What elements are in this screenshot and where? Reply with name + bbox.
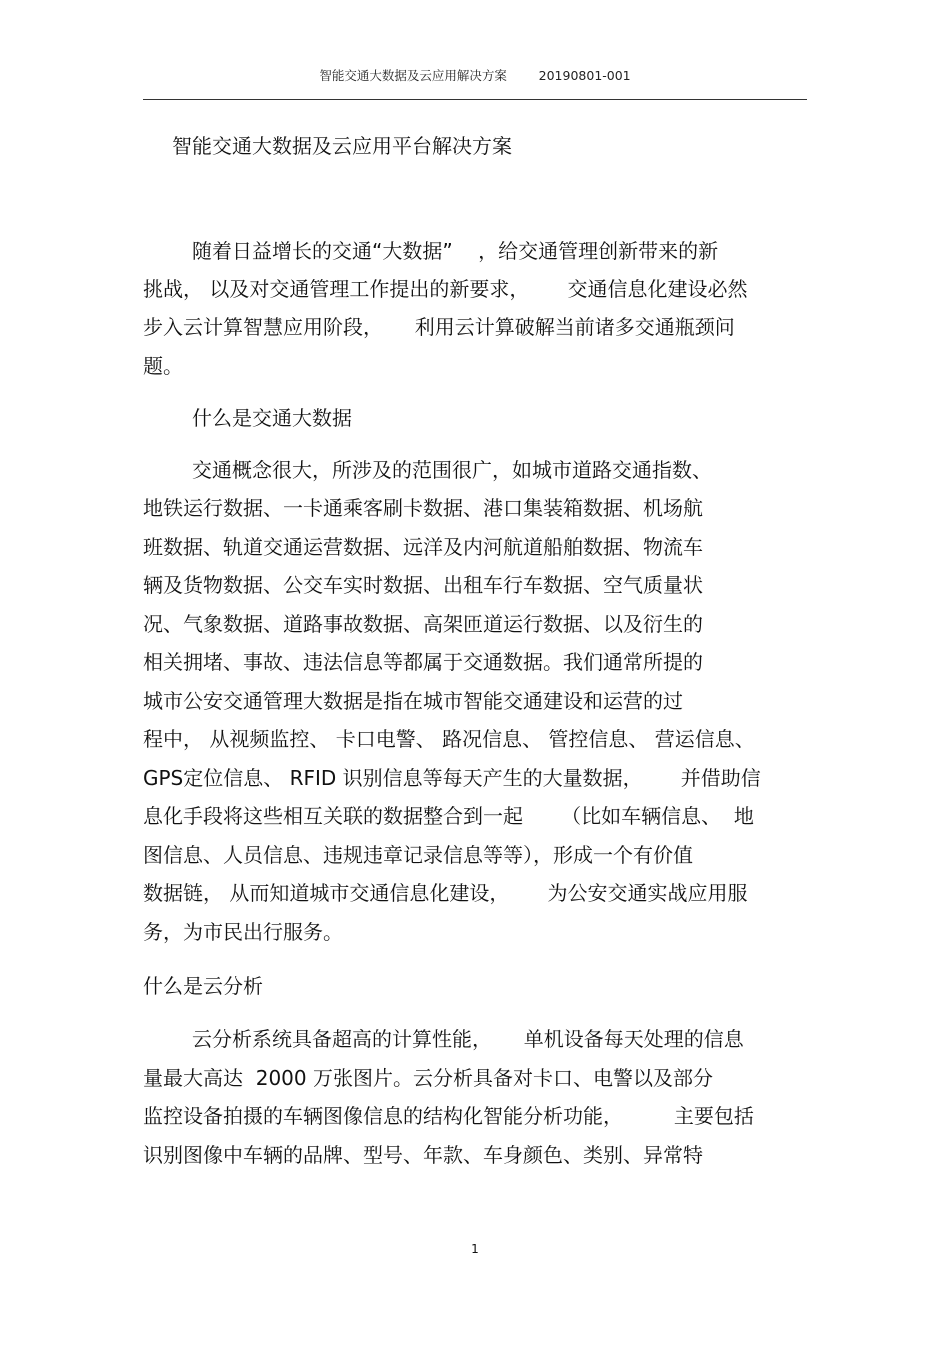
body-line: 班数据、轨道交通运营数据、远洋及内河航道船舶数据、物流车 [143, 535, 703, 559]
body-line: 随着日益增长的交通“大数据” ，给交通管理创新带来的新 [192, 239, 719, 263]
body-line: 务，为市民出行服务。 [143, 920, 343, 944]
section-heading: 什么是云分析 [143, 974, 263, 998]
header-divider [143, 99, 807, 100]
body-line: 图信息、人员信息、违规违章记录信息等等），形成一个有价值 [143, 843, 693, 867]
body-line: 识别图像中车辆的品牌、型号、年款、车身颜色、类别、异常特 [143, 1143, 703, 1167]
page-number: 1 [471, 1242, 479, 1256]
document-title: 智能交通大数据及云应用平台解决方案 [172, 134, 512, 158]
body-line: 城市公安交通管理大数据是指在城市智能交通建设和运营的过 [143, 689, 683, 713]
body-line: 监控设备拍摄的车辆图像信息的结构化智能分析功能， 主要包括 [143, 1104, 754, 1128]
body-line: 挑战， 以及对交通管理工作提出的新要求， 交通信息化建设必然 [143, 277, 748, 301]
body-line: 题。 [143, 354, 183, 378]
body-line: 交通概念很大，所涉及的范围很广，如城市道路交通指数、 [192, 458, 712, 482]
body-line: 地铁运行数据、一卡通乘客刷卡数据、港口集装箱数据、机场航 [143, 496, 703, 520]
body-line: 数据链， 从而知道城市交通信息化建设， 为公安交通实战应用服 [143, 881, 748, 905]
body-line: 步入云计算智慧应用阶段， 利用云计算破解当前诸多交通瓶颈问 [143, 315, 735, 339]
section-heading: 什么是交通大数据 [192, 406, 352, 430]
body-line: GPS定位信息、 RFID 识别信息等每天产生的大量数据， 并借助信 [143, 766, 761, 790]
body-line: 况、气象数据、道路事故数据、高架匝道运行数据、以及衍生的 [143, 612, 703, 636]
body-line: 量最大高达 2000 万张图片。云分析具备对卡口、电警以及部分 [143, 1066, 713, 1090]
body-line: 云分析系统具备超高的计算性能， 单机设备每天处理的信息 [192, 1027, 744, 1051]
body-line: 相关拥堵、事故、违法信息等都属于交通数据。我们通常所提的 [143, 650, 703, 674]
body-line: 程中， 从视频监控、 卡口电警、 路况信息、 管控信息、 营运信息、 [143, 727, 755, 751]
body-line: 息化手段将这些相互关联的数据整合到一起 （比如车辆信息、 地 [143, 804, 754, 828]
body-line: 辆及货物数据、公交车实时数据、出租车行车数据、空气质量状 [143, 573, 703, 597]
running-header: 智能交通大数据及云应用解决方案 20190801-001 [319, 68, 631, 83]
